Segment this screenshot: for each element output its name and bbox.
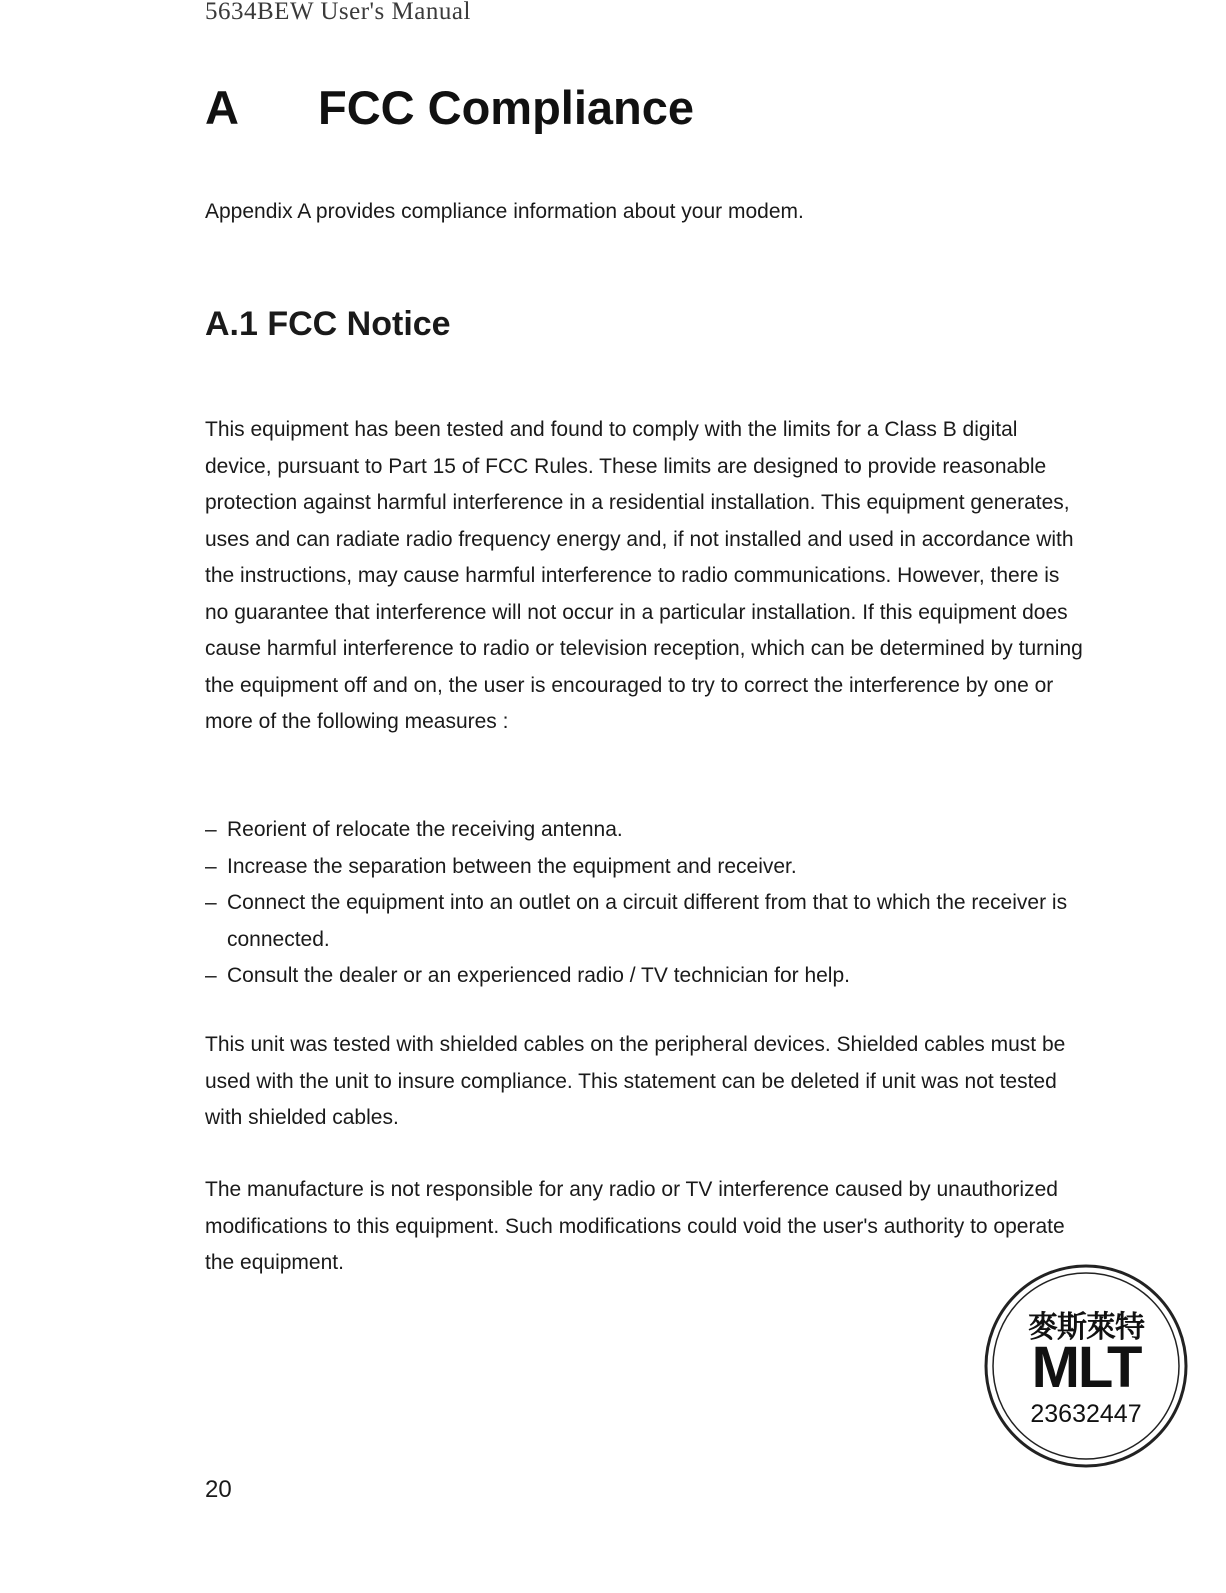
bullet-marker: – <box>205 818 217 841</box>
list-item <box>205 849 1085 886</box>
chapter-letter: A <box>205 81 239 134</box>
bullet-marker: – <box>205 891 217 914</box>
measures-list <box>205 812 1085 995</box>
fcc-notice-paragraph: This equipment has been tested and found to comply with the limits for a Class B digital device, pursuant to Part 15 of FCC Rules. These limits are designed to provide reasonable protection against harmful interference in a residential installation. This equipment generates, uses and can radiate radio frequency energy and, if not installed and used in accordance with the instructions, may cause harmful interference to radio communications. However, there is no guarantee that interference will not occur in a particular installation. If this equipment does cause harmful interference to radio or television reception, which can be determined by turning the equipment off and on, the user is encouraged to try to correct the interference by one or more of the following measures : <box>205 418 1083 733</box>
stamp-number: 23632447 <box>1030 1400 1142 1428</box>
list-item <box>205 812 1085 849</box>
running-header: 5634BEW User's Manual <box>205 0 471 25</box>
bullet-marker: – <box>205 854 217 878</box>
appendix-intro: Appendix A provides compliance information about your modem. <box>205 200 804 223</box>
stamp-brand: MLT <box>1031 1335 1141 1400</box>
measure-text: Consult the dealer or an experienced radio / TV technician for help. <box>227 964 850 987</box>
measure-text: Increase the separation between the equipment and receiver. <box>227 854 797 878</box>
list-item <box>205 885 1085 958</box>
modifications-paragraph: The manufacture is not responsible for any radio or TV interference caused by unauthorized modifications to this equipment. Such modifications could void the user's authority to operate the equipment. <box>205 1178 1065 1274</box>
measure-text: Reorient of relocate the receiving antenna. <box>227 818 623 841</box>
shielded-cables-paragraph: This unit was tested with shielded cables on the peripheral devices. Shielded cables must be used with the unit to insure compliance. This statement can be deleted if unit was not tested with shielded cables. <box>205 1033 1066 1129</box>
bullet-marker: – <box>205 964 217 987</box>
page-number: 20 <box>205 1476 232 1503</box>
section-heading: A.1 FCC Notice <box>205 305 451 343</box>
stamp-chinese-name: 麥斯萊特 <box>1028 1310 1144 1345</box>
list-item <box>205 958 1085 995</box>
company-stamp <box>982 1262 1190 1470</box>
measure-text: Connect the equipment into an outlet on a circuit different from that to which the receiver is connected. <box>227 891 1068 951</box>
chapter-title: FCC Compliance <box>318 81 695 134</box>
